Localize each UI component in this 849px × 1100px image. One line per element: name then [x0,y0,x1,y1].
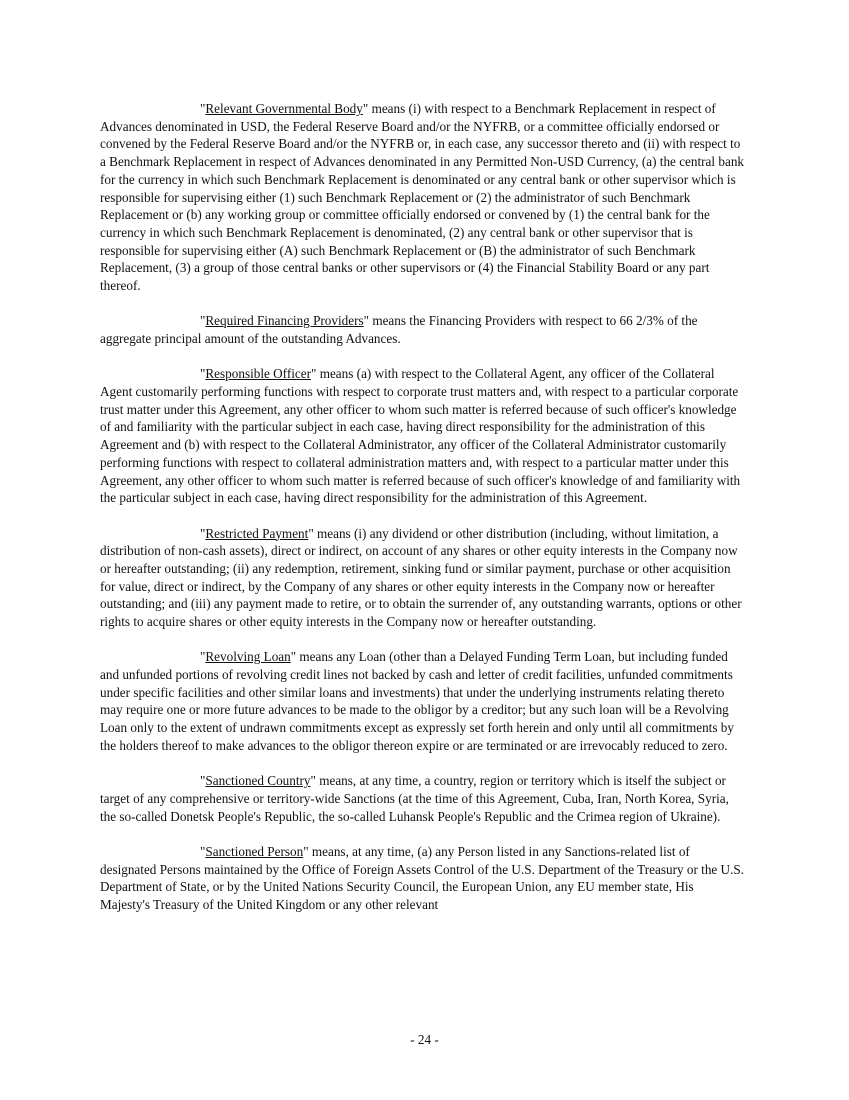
definition-text: means the Financing Providers with respect to 66 2/3% of the aggregate principal amount of the outstanding Advances. [100,313,698,347]
definition-responsible-officer: "Responsible Officer" means (a) with respect to the Collateral Agent, any officer of the Collateral Agent customarily performing functions with respect to corporate trust matters and, with respect to a particular corporate trust matter under this Agreement, any other officer to whom such matter is referred because of such officer's knowledge of and familiarity with the particular subject in each case, having direct responsibility for the administration of this Agreement and (b) with respect to the Collateral Administrator, any officer of the Collateral Administrator customarily performing functions with respect to collateral administration matters and, with respect to a particular matter under this Agreement, any other officer to whom such matter is referred because of such officer's knowledge of and familiarity with the particular subject in each case, having direct responsibility for the administration of this Agreement. [100,366,741,506]
definition-restricted-payment: "Restricted Payment" means (i) any dividend or other distribution (including, without limitation, a distribution of non-cash assets), direct or indirect, on account of any shares or other equity interests in the Company now or hereafter outstanding; (ii) any redemption, retirement, sinking fund or similar payment, purchase or other acquisition for value, direct or indirect, by the Company of any shares or other equity interests in the Company now or hereafter outstanding; and (iii) any payment made to retire, or to obtain the surrender of, any outstanding warrants, options or other rights to acquire shares or other equity interests in the Company now or hereafter outstanding. [100,525,742,630]
page-number: - 24 - [410,1032,439,1047]
defined-term: Responsible Officer [205,366,311,382]
definition-text: means (i) any dividend or other distribution (including, without limitation, a distribution of non-cash assets), direct or indirect, on account of any shares or other equity interests in the Company now or hereafter outstanding; (ii) any redemption, retirement, sinking fund or similar payment, purchase or other acquisition for value, direct or indirect, by the Company of any shares or other equity interests in the Company now or hereafter outstanding; and (iii) any payment made to retire, or to obtain the surrender of, any outstanding warrants, options or other rights to acquire shares or other equity interests in the Company now or hereafter outstanding. [100,525,742,630]
definition-text: means (a) with respect to the Collateral Agent, any officer of the Collateral Agent customarily performing functions with respect to corporate trust matters and, with respect to a particular corporate trust matter under this Agreement, any other officer to whom such matter is referred because of such officer's knowledge of and familiarity with the particular subject in each case, having direct responsibility for the administration of this Agreement and (b) with respect to the Collateral Administrator, any officer of the Collateral Administrator customarily performing functions with respect to collateral administration matters and, with respect to a particular matter under this Agreement, any other officer to whom such matter is referred because of such officer's knowledge of and familiarity with the particular subject in each case, having direct responsibility for the administration of this Agreement. [100,366,741,506]
document-page [100,100,746,931]
definition-sanctioned-country: "Sanctioned Country" means, at any time, a country, region or territory which is itself the subject or target of any comprehensive or territory-wide Sanctions (at the time of this Agreement, Cuba, Iran, North Korea, Syria, the so-called Donetsk People's Republic, the so-called Luhansk People's Republic and the Crimea region of Ukraine). [100,773,729,824]
definition-text: means, at any time, (a) any Person listed in any Sanctions-related list of designated Persons maintained by the Office of Foreign Assets Control of the U.S. Department of the Treasury or the U.S. Department of State, or by the United Nations Security Council, the European Union, any EU member state, His Majesty's Treasury of the United Kingdom or any other relevant [100,843,745,912]
definition-relevant-governmental-body: "Relevant Governmental Body" means (i) with respect to a Benchmark Replacement in respect of Advances denominated in USD, the Federal Reserve Board and/or the NYFRB, or a committee officially endorsed or convened by the Federal Reserve Board and/or the NYFRB or, in each case, any successor thereto and (ii) with respect to a Benchmark Replacement in respect of Advances denominated in any Permitted Non-USD Currency, (a) the central bank for the currency in which such Benchmark Replacement is denominated or any central bank or other supervisor which is responsible for supervising either (1) such Benchmark Replacement or (2) the administrator of such Benchmark Replacement or (b) any working group or committee officially endorsed or convened by (1) the central bank for the currency in which such Benchmark Replacement is denominated, (2) any central bank or other supervisor that is responsible for supervising either (A) such Benchmark Replacement or (B) the administrator of such Benchmark Replacement, (3) a group of those central banks or other supervisors or (4) the Financial Stability Board or any part thereof. [100,101,745,294]
definition-text: means, at any time, a country, region or territory which is itself the subject or target of any comprehensive or territory-wide Sanctions (at the time of this Agreement, Cuba, Iran, North Korea, Syria, the so-called Donetsk People's Republic, the so-called Luhansk People's Republic and the Crimea region of Ukraine). [100,773,729,824]
definition-text: means (i) with respect to a Benchmark Replacement in respect of Advances denominated in USD, the Federal Reserve Board and/or the NYFRB, or a committee officially endorsed or convened by the Federal Reserve Board and/or the NYFRB or, in each case, any successor thereto and (ii) with respect to a Benchmark Replacement in respect of Advances denominated in any Permitted Non-USD Currency, (a) the central bank for the currency in which such Benchmark Replacement is denominated or any central bank or other supervisor which is responsible for supervising either (1) such Benchmark Replacement or (2) the administrator of such Benchmark Replacement or (b) any working group or committee officially endorsed or convened by (1) the central bank for the currency in which such Benchmark Replacement is denominated, (2) any central bank or other supervisor that is responsible for supervising either (A) such Benchmark Replacement or (B) the administrator of such Benchmark Replacement, (3) a group of those central banks or other supervisors or (4) the Financial Stability Board or any part thereof. [100,101,745,294]
defined-term: Relevant Governmental Body [205,101,363,116]
defined-term: Revolving Loan [205,649,291,665]
definition-text: means any Loan (other than a Delayed Funding Term Loan, but including funded and unfunded portions of revolving credit lines not backed by cash and letter of credit facilities, unfunded commitments under specific facilities and other similar loans and investments) that under the underlying instruments relating thereto may require one or more future advances to be made to the obligor by a creditor; but any such loan will be a Revolving Loan only to the extent of undrawn commitments except as expressly set forth herein and only until all commitments by the holders thereof to make advances to the obligor thereon expire or are terminated or are irrevocably reduced to zero. [100,649,734,753]
definition-sanctioned-person: "Sanctioned Person" means, at any time, (a) any Person listed in any Sanctions-related list of designated Persons maintained by the Office of Foreign Assets Control of the U.S. Department of the Treasury or the U.S. Department of State, or by the United Nations Security Council, the European Union, any EU member state, His Majesty's Treasury of the United Kingdom or any other relevant [100,843,745,912]
defined-term: Sanctioned Country [205,773,311,789]
definition-required-financing-providers: "Required Financing Providers" means the Financing Providers with respect to 66 2/3% of the aggregate principal amount of the outstanding Advances. [100,313,698,347]
definition-revolving-loan: "Revolving Loan" means any Loan (other than a Delayed Funding Term Loan, but including funded and unfunded portions of revolving credit lines not backed by cash and letter of credit facilities, unfunded commitments under specific facilities and other similar loans and investments) that under the underlying instruments relating thereto may require one or more future advances to be made to the obligor by a creditor; but any such loan will be a Revolving Loan only to the extent of undrawn commitments except as expressly set forth herein and only until all commitments by the holders thereof to make advances to the obligor thereon expire or are terminated or are irrevocably reduced to zero. [100,649,734,753]
defined-term: Restricted Payment [205,525,309,541]
defined-term: Sanctioned Person [205,843,304,859]
defined-term: Required Financing Providers [205,313,364,329]
